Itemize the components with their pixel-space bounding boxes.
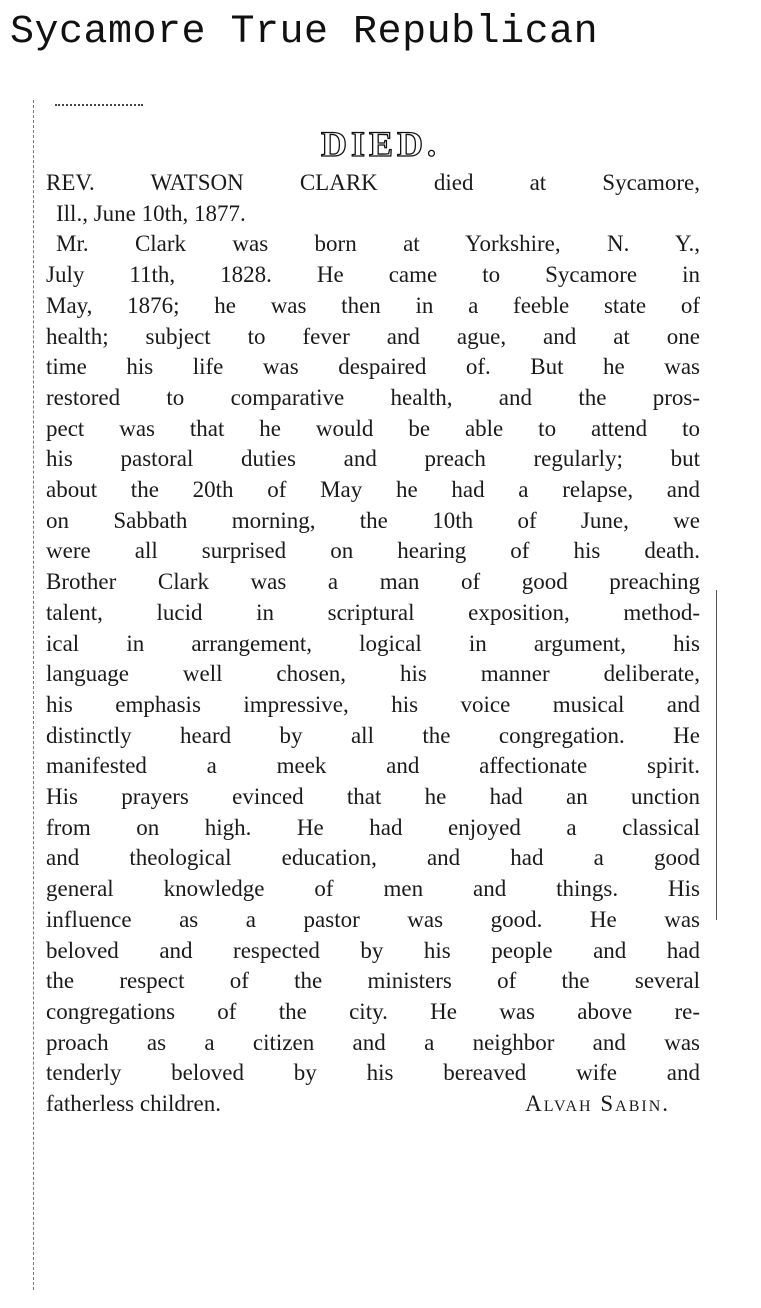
text-line: Brother Clark was a man of good preaching	[46, 569, 700, 595]
text-line: manifested a meek and affectionate spirit.	[46, 753, 700, 779]
text-line: health; subject to fever and ague, and at one	[46, 323, 700, 349]
signature: Alvah Sabin.	[525, 1091, 670, 1117]
text-line: his pastoral duties and preach regularly; but	[46, 446, 700, 472]
text-line-final	[46, 1089, 700, 1120]
text-line: talent, lucid in scriptural exposition, method-	[46, 599, 700, 625]
text-line: from on high. He had enjoyed a classical	[46, 814, 700, 840]
text-line: the respect of the ministers of the several	[46, 968, 700, 994]
section-heading: DIED.	[320, 124, 441, 164]
text-line: REV. WATSON CLARK died at Sycamore,	[46, 170, 700, 195]
text-line: ical in arrangement, logical in argument, his	[46, 630, 700, 656]
text-line: tenderly beloved by his bereaved wife and	[46, 1060, 700, 1086]
obituary-text	[46, 168, 700, 1120]
masthead-title: Sycamore True Republican	[10, 10, 599, 55]
text-line: language well chosen, his manner deliberate,	[46, 661, 700, 687]
newspaper-clipping	[0, 70, 761, 1308]
text-line: His prayers evinced that he had an unction	[46, 784, 700, 810]
text-line: beloved and respected by his people and had	[46, 937, 700, 963]
text-line: July 11th, 1828. He came to Sycamore in	[46, 262, 700, 288]
text-line: restored to comparative health, and the pros-	[46, 384, 700, 410]
text-line: influence as a pastor was good. He was	[46, 906, 700, 932]
text-line: Mr. Clark was born at Yorkshire, N. Y.,	[56, 231, 700, 257]
text-line: about the 20th of May he had a relapse, and	[46, 477, 700, 503]
closing-text: fatherless children.	[46, 1091, 221, 1117]
text-line: pect was that he would be able to attend to	[46, 415, 700, 441]
text-line: Ill., June 10th, 1877.	[56, 200, 246, 226]
left-column-rule	[33, 100, 35, 1290]
text-line: congregations of the city. He was above re-	[46, 998, 700, 1024]
text-line: time his life was despaired of. But he was	[46, 354, 700, 380]
text-line: May, 1876; he was then in a feeble state of	[46, 292, 700, 318]
text-line: his emphasis impressive, his voice musical and	[46, 691, 700, 717]
right-column-rule	[716, 590, 718, 920]
text-line: distinctly heard by all the congregation. He	[46, 722, 700, 748]
text-line: general knowledge of men and things. His	[46, 876, 700, 902]
text-line: and theological education, and had a good	[46, 845, 700, 871]
text-line: on Sabbath morning, the 10th of June, we	[46, 507, 700, 533]
text-line: were all surprised on hearing of his death.	[46, 538, 700, 564]
top-dash-rule	[55, 104, 143, 106]
text-line: proach as a citizen and a neighbor and was	[46, 1029, 700, 1055]
